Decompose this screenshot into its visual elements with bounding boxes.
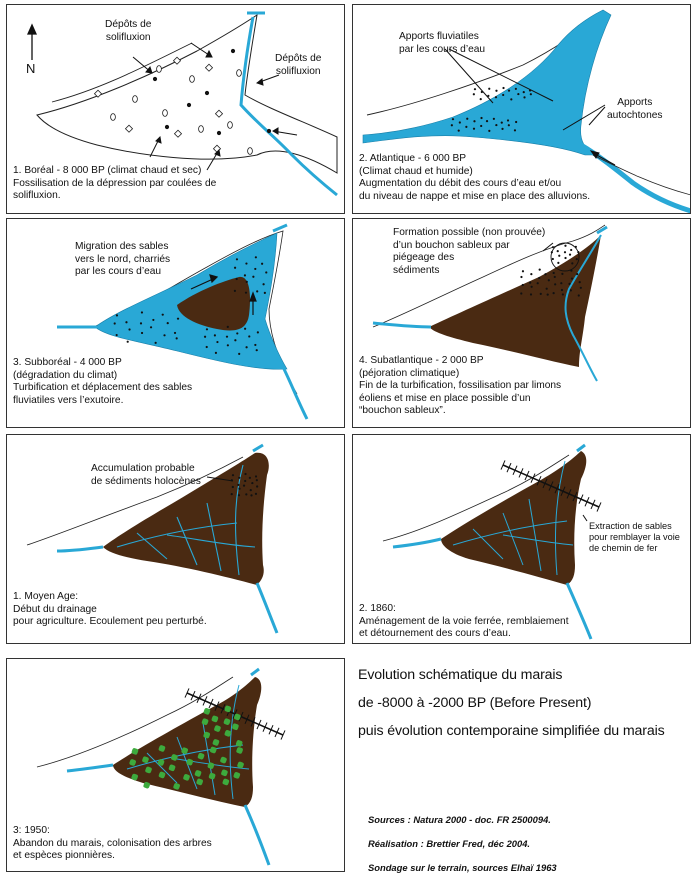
panel-moyen-age: [6, 434, 345, 644]
panel-boreal: [6, 4, 345, 214]
figure-title: [358, 661, 693, 745]
label-migration-sables: Migration des sables vers le nord, charriés par les cours d’eau: [75, 241, 171, 278]
label-solifluxion-right: Dépôts de solifluxion: [275, 53, 322, 77]
caption-1860: 2. 1860: Aménagement de la voie ferrée, remblaiement et détournement des cours d’eau.: [359, 603, 569, 640]
source-natura: Sources : Natura 2000 - doc. FR 2500094.: [368, 814, 551, 825]
north-label: N: [26, 61, 36, 76]
label-apports-autochtones: Apports autochtones: [607, 97, 663, 121]
panel-subboreal: [6, 218, 345, 428]
label-bouchon-sableux: Formation possible (non prouvée) d’un bouchon sableux par piégeage des sédiments: [393, 227, 546, 276]
panel-1860: [352, 434, 691, 644]
caption-subatlantique: 4. Subatlantique - 2 000 BP (péjoration climatique) Fin de la turbification, fossilisation par limons éoliens et mise en place possible d’un “bouchon sableux”.: [359, 355, 562, 417]
title-line-1: Evolution schématique du marais: [358, 667, 563, 683]
caption-boreal: 1. Boréal - 8 000 BP (climat chaud et sec) Fossilisation de la dépression par coulées de solifluxion.: [13, 165, 217, 202]
caption-1950: 3: 1950: Abandon du marais, colonisation des arbres et espèces pionnières.: [13, 825, 212, 862]
caption-subboreal: 3. Subboréal - 4 000 BP (dégradation du climat) Turbification et déplacement des sables fluviatiles vers l’exutoire.: [13, 357, 193, 406]
source-sondage: Sondage sur le terrain, sources Elhaï 1963: [368, 862, 557, 873]
label-extraction-sables: Extraction de sables pour remblayer la voie de chemin de fer: [589, 521, 680, 553]
title-line-2: de -8000 à -2000 BP (Before Present): [358, 695, 592, 711]
label-apports-fluviatiles: Apports fluviatiles par les cours d’eau: [399, 31, 486, 55]
sources-block: [368, 808, 557, 880]
panel-1950: [6, 658, 345, 872]
label-accumulation: Accumulation probable de sédiments holocènes: [91, 463, 201, 487]
panel-subatlantique: [352, 218, 691, 428]
north-arrow: [28, 25, 36, 60]
panel-atlantique: [352, 4, 691, 214]
source-realisation: Réalisation : Brettier Fred, déc 2004.: [368, 838, 531, 849]
label-solifluxion-left: Dépôts de solifluxion: [105, 19, 152, 43]
title-line-3: puis évolution contemporaine simplifiée du marais: [358, 723, 665, 739]
caption-atlantique: 2. Atlantique - 6 000 BP (Climat chaud et humide) Augmentation du débit des cours d’eau et/ou du niveau de nappe et mise en place des alluvions.: [359, 153, 591, 202]
caption-moyen-age: 1. Moyen Age: Début du drainage pour agriculture. Ecoulement peu perturbé.: [13, 591, 207, 628]
